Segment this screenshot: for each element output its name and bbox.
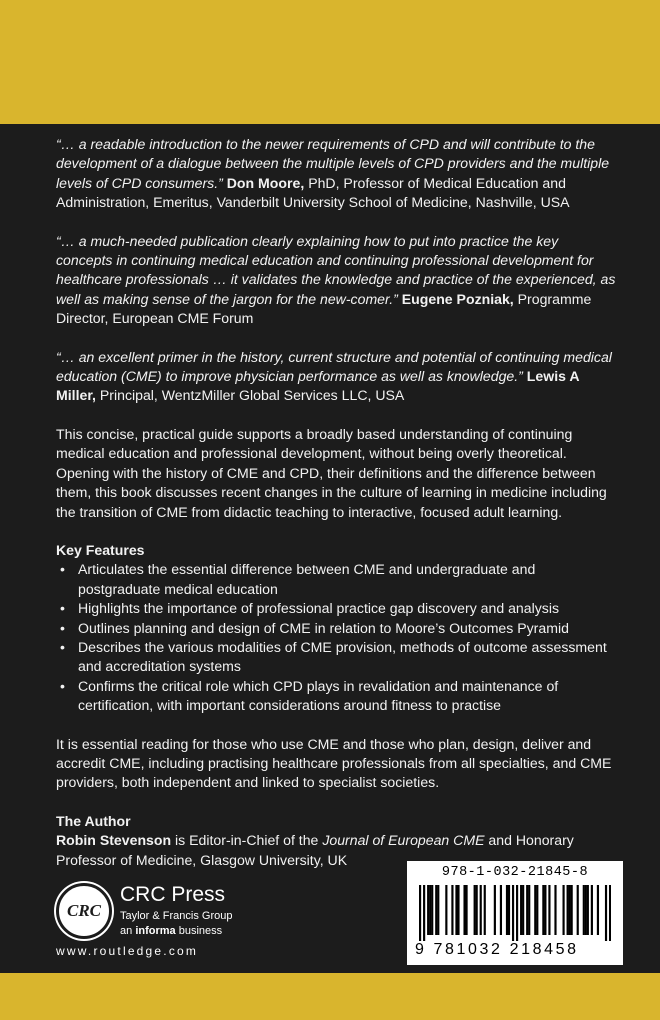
barcode-bar bbox=[554, 885, 556, 935]
quote-author: Eugene Pozniak, bbox=[401, 290, 514, 307]
endorsement-quote bbox=[56, 348, 616, 406]
barcode-bar bbox=[516, 885, 518, 941]
barcode-bar bbox=[587, 885, 589, 935]
barcode-bar bbox=[542, 885, 544, 935]
barcode-bar bbox=[451, 885, 453, 935]
barcode-bar bbox=[431, 885, 433, 935]
barcode-digits: 9 781032 218458 bbox=[415, 941, 579, 958]
isbn-number: 978-1-032-21845-8 bbox=[441, 865, 589, 880]
barcode-bar bbox=[562, 885, 564, 935]
barcode-bar bbox=[544, 885, 546, 935]
barcode-bar bbox=[427, 885, 429, 935]
barcode-bar bbox=[419, 885, 421, 941]
barcode-bar bbox=[567, 885, 569, 935]
barcode-bar bbox=[506, 885, 508, 935]
barcode-bars bbox=[419, 885, 611, 941]
endorsement-quote bbox=[56, 232, 616, 329]
quote-affiliation: Programme Director, European CME Forum bbox=[56, 290, 592, 327]
barcode-bar bbox=[455, 885, 457, 935]
quote-text: “… a readable introduction to the newer requirements of CPD and will contribute to the development of a dialogue between the multiple levels of CPD providers and the multiple levels of CPD consumers.” bbox=[56, 136, 610, 191]
barcode-bar bbox=[480, 885, 482, 935]
feature-item: • Highlights the importance of professional practice gap discovery and analysis bbox=[56, 599, 616, 618]
publisher-group: Taylor & Francis Group bbox=[120, 910, 233, 922]
barcode-bar bbox=[522, 885, 524, 935]
crc-press-logo-icon: CRC bbox=[56, 883, 112, 939]
publisher-imprint bbox=[56, 880, 296, 965]
quote-author: Don Moore, bbox=[226, 174, 305, 191]
barcode-bar bbox=[569, 885, 571, 935]
barcode-bar bbox=[548, 885, 550, 935]
barcode-bar bbox=[476, 885, 478, 935]
quote-affiliation: PhD, Professor of Medical Education and Administration, Emeritus, Vanderbilt University School of Medicine, Nashville, USA bbox=[56, 174, 570, 211]
barcode-bar bbox=[591, 885, 593, 935]
feature-item: • Confirms the critical role which CPD plays in revalidation and maintenance of certification, with important considerations around fitness to practise bbox=[56, 677, 616, 716]
business-brand: informa bbox=[135, 925, 176, 937]
barcode-bar bbox=[526, 885, 528, 935]
publisher-name: CRC Press bbox=[120, 883, 226, 906]
barcode-bar bbox=[423, 885, 425, 941]
back-cover-text bbox=[56, 135, 616, 870]
barcode-bar bbox=[534, 885, 536, 935]
feature-item: • Describes the various modalities of CME provision, methods of outcome assessment and accreditation systems bbox=[56, 638, 616, 677]
author-heading: The Author bbox=[56, 812, 131, 829]
barcode-bar bbox=[528, 885, 530, 935]
barcode-bar bbox=[437, 885, 439, 935]
barcode-bar bbox=[465, 885, 467, 935]
barcode-bar bbox=[494, 885, 496, 935]
key-features-heading: Key Features bbox=[56, 541, 145, 558]
barcode-bar bbox=[474, 885, 476, 935]
barcode-bar bbox=[429, 885, 431, 935]
barcode-bar bbox=[597, 885, 599, 935]
barcode-bar bbox=[484, 885, 486, 935]
author-bio-start: is Editor-in-Chief of the bbox=[175, 832, 319, 849]
feature-item: • Outlines planning and design of CME in relation to Moore’s Outcomes Pyramid bbox=[56, 619, 616, 638]
barcode-bar bbox=[577, 885, 579, 935]
barcode-bar bbox=[512, 885, 514, 941]
barcode-bar bbox=[463, 885, 465, 935]
feature-item: • Articulates the essential difference between CME and undergraduate and postgraduate medical education bbox=[56, 560, 616, 599]
barcode-bar bbox=[500, 885, 502, 935]
book-description: This concise, practical guide supports a broadly based understanding of continuing medical education and professional development, without being overly theoretical. Opening with the history of CME and CPD, their definitions and the difference between them, this book discusses recent changes in the culture of learning in medicine including the transition of CME from didactic teaching to interactive, focused adult learning. bbox=[56, 425, 607, 520]
barcode-bar bbox=[445, 885, 447, 935]
barcode-bar bbox=[571, 885, 573, 935]
barcode-bar bbox=[457, 885, 459, 935]
business-suffix: business bbox=[178, 925, 223, 937]
quote-author: Lewis A Miller, bbox=[56, 368, 580, 404]
barcode-bar bbox=[585, 885, 587, 935]
publisher-url[interactable]: www.routledge.com bbox=[56, 944, 199, 958]
endorsement-quote bbox=[56, 135, 616, 213]
publisher-business-line bbox=[120, 925, 222, 938]
audience-paragraph: It is essential reading for those who use CME and those who plan, design, deliver and accredit CME, including practising healthcare professionals from all specialties, and CME providers, both independent and linked to specialist societies. bbox=[56, 735, 612, 791]
barcode-bar bbox=[583, 885, 585, 935]
barcode-bar bbox=[609, 885, 611, 941]
journal-title: Journal of European CME bbox=[322, 832, 485, 849]
key-features-list bbox=[56, 560, 616, 715]
barcode-bar bbox=[536, 885, 538, 935]
author-name: Robin Stevenson bbox=[56, 832, 172, 849]
quote-text: “… a much-needed publication clearly explaining how to put into practice the key concepts in continuing medical education and continuing professional development for healthcare professionals … it validates the knowledge and practice of the experienced, as well as making sense of the jargon for the new-comer.” bbox=[56, 232, 616, 307]
bottom-color-band bbox=[0, 973, 660, 1020]
quote-text: “… an excellent primer in the history, current structure and potential of continuing medical education (CME) to improve physician performance as well as knowledge.” bbox=[56, 348, 612, 385]
business-prefix: an bbox=[120, 925, 133, 937]
author-bio-end: and Honorary Professor of Medicine, Glasgow University, UK bbox=[56, 832, 574, 868]
top-color-band bbox=[0, 0, 660, 124]
quote-affiliation: Principal, WentzMiller Global Services LLC, USA bbox=[99, 387, 405, 404]
barcode-bar bbox=[520, 885, 522, 935]
isbn-barcode bbox=[407, 861, 623, 965]
barcode-bar bbox=[508, 885, 510, 935]
barcode-bar bbox=[605, 885, 607, 941]
barcode-bar bbox=[435, 885, 437, 935]
